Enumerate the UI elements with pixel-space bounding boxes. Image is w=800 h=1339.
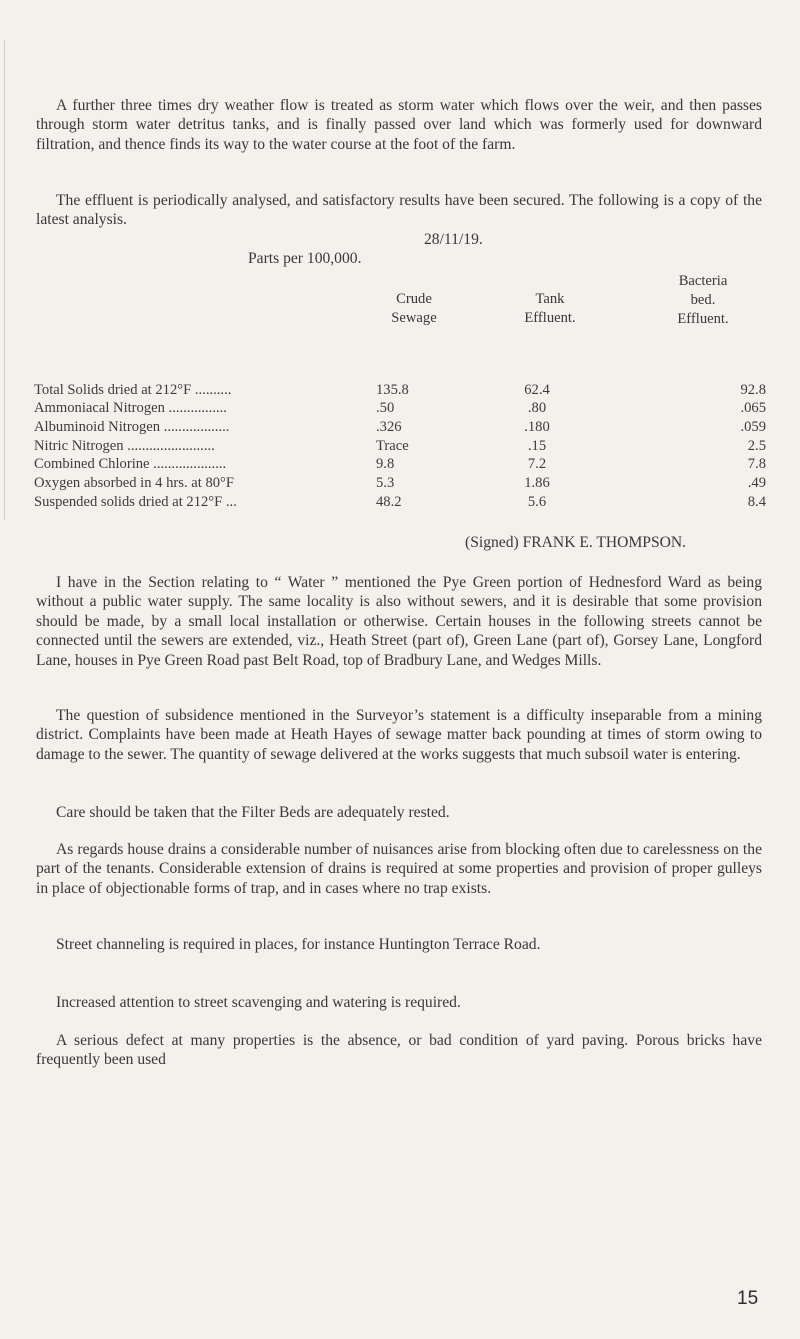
paragraph-effluent-analysis: The effluent is periodically analysed, and satisfactory results have been secured. The following is a copy of the latest analysis. xyxy=(36,192,762,229)
bacteria-effluent-value: .059 xyxy=(740,419,766,436)
table-row xyxy=(34,436,770,455)
bacteria-effluent-value: .49 xyxy=(747,475,766,492)
table-row xyxy=(34,492,770,511)
crude-sewage-value: .50 xyxy=(376,400,395,417)
analysis-date: 28/11/19. xyxy=(424,231,483,248)
bacteria-effluent-value: 2.5 xyxy=(747,437,766,454)
header-line: Sewage xyxy=(391,310,437,326)
column-header-bacteria-bed xyxy=(628,272,778,329)
header-line: Bacteria xyxy=(678,273,728,289)
bacteria-effluent-value: .065 xyxy=(740,400,766,417)
table-row xyxy=(34,417,770,436)
table-row xyxy=(34,380,770,399)
margin-rule xyxy=(4,40,5,520)
paragraph-house-drains: As regards house drains a considerable number of nuisances arise from blocking often due to carelessness on the part of the tenants. Considerable extension of drains is required at some properties and provision of proper gulleys in place of objectionable forms of trap, and in cases where no trap exists. xyxy=(36,841,762,897)
header-line: Effluent. xyxy=(677,311,729,327)
paragraph-subsidence: The question of subsidence mentioned in the Surveyor’s statement is a difficulty inseparable from a mining district. Complaints have been made at Heath Hayes of sewage matter back pounding at times of storm owing to damage to the sewer. The quantity of sewage delivered at the works suggests that much subsoil water is entering. xyxy=(36,707,762,763)
row-label: Nitric Nitrogen ........................ xyxy=(34,437,215,454)
header-line: bed. xyxy=(690,292,716,308)
bacteria-effluent-value: 8.4 xyxy=(747,493,766,510)
paragraph-filter-beds: Care should be taken that the Filter Beds are adequately rested. xyxy=(56,804,450,821)
crude-sewage-value: .326 xyxy=(376,419,402,436)
header-line: Crude xyxy=(396,291,432,307)
crude-sewage-value: 135.8 xyxy=(376,381,409,398)
column-header-crude-sewage xyxy=(354,290,474,328)
tank-effluent-value: 1.86 xyxy=(524,475,550,492)
row-label: Suspended solids dried at 212°F ... xyxy=(34,493,237,510)
analysis-unit: Parts per 100,000. xyxy=(248,250,362,267)
header-line: Tank xyxy=(535,291,565,307)
paragraph-street-scavenging: Increased attention to street scavenging and watering is required. xyxy=(56,994,461,1011)
analysis-signature: (Signed) FRANK E. THOMPSON. xyxy=(465,534,687,551)
header-line: Effluent. xyxy=(524,310,576,326)
tank-effluent-value: 62.4 xyxy=(524,381,550,398)
column-header-tank-effluent xyxy=(490,290,610,328)
row-label: Combined Chlorine .................... xyxy=(34,456,227,473)
crude-sewage-value: Trace xyxy=(376,437,409,454)
tank-effluent-value: 7.2 xyxy=(527,456,547,473)
row-label: Ammoniacal Nitrogen ................ xyxy=(34,400,227,417)
page-number: 15 xyxy=(737,1288,759,1309)
table-row xyxy=(34,455,770,474)
paragraph-pye-green-sewers: I have in the Section relating to “ Water ” mentioned the Pye Green portion of Hednesford Ward as being without a public water supply. The same locality is also without sewers, and it is desirable that some provision should be made, by a small local installation or otherwise. Certain houses in the following streets cannot be connected until the sewers are extended, viz., Heath Street (part of), Green Lane (part of), Gorsey Lane, Longford Lane, houses in Pye Green Road past Belt Road, top of Bradbury Lane, and Wedges Mills. xyxy=(36,574,762,669)
paragraph-storm-water: A further three times dry weather flow is treated as storm water which flows over the weir, and then passes through storm water detritus tanks, and is finally passed over land which was formerly used for downward filtration, and thence finds its way to the water course at the foot of the farm. xyxy=(36,97,762,153)
row-label: Total Solids dried at 212°F .......... xyxy=(34,381,232,398)
crude-sewage-value: 9.8 xyxy=(376,456,395,473)
tank-effluent-value: .15 xyxy=(527,437,547,454)
paragraph-street-channeling: Street channeling is required in places, for instance Huntington Terrace Road. xyxy=(56,936,541,953)
tank-effluent-value: .180 xyxy=(524,419,550,436)
row-label: Albuminoid Nitrogen .................. xyxy=(34,419,230,436)
table-row xyxy=(34,473,770,492)
crude-sewage-value: 5.3 xyxy=(376,475,395,492)
tank-effluent-value: .80 xyxy=(527,400,547,417)
table-row xyxy=(34,399,770,418)
row-label: Oxygen absorbed in 4 hrs. at 80°F xyxy=(34,475,234,492)
bacteria-effluent-value: 7.8 xyxy=(747,456,766,473)
analysis-table xyxy=(34,380,770,511)
crude-sewage-value: 48.2 xyxy=(376,493,402,510)
paragraph-yard-paving: A serious defect at many properties is the absence, or bad condition of yard paving. Porous bricks have frequently been used xyxy=(36,1032,762,1069)
tank-effluent-value: 5.6 xyxy=(527,493,547,510)
bacteria-effluent-value: 92.8 xyxy=(740,381,766,398)
